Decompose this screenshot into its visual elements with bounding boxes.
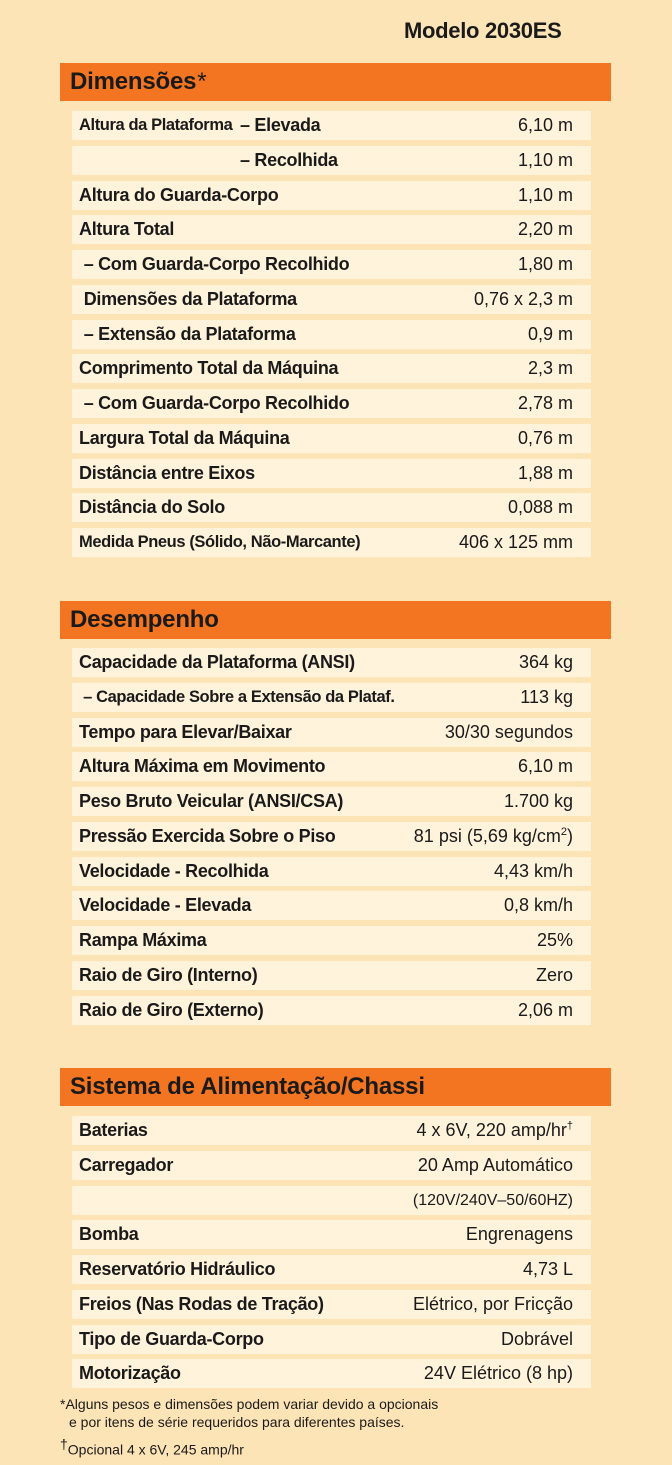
row-value: [537, 926, 573, 955]
value-text: 364 kg: [518, 652, 573, 672]
table-row: [72, 493, 591, 522]
row-label: Tempo para Elevar/Baixar: [79, 721, 292, 742]
value-text: 24V Elétrico (8 hp): [423, 1363, 573, 1384]
row-label: Capacidade da Plataforma (ANSI): [79, 652, 355, 672]
table-row: [72, 389, 591, 418]
value-text: 2,78 m: [517, 393, 573, 413]
row-value: [518, 389, 573, 418]
value-text: 1,88 m: [517, 462, 573, 483]
footnote-text: Alguns pesos e dimensões podem variar devido a opcionais: [65, 1396, 439, 1412]
value-text: (120V/240V–50/60HZ): [412, 1191, 573, 1209]
value-text: 81 psi (5,69 kg/cm: [413, 825, 561, 846]
value-text: 1,80 m: [517, 254, 573, 274]
value-text: 0,8 km/h: [503, 895, 573, 916]
dagger-mark: †: [60, 1436, 68, 1452]
table-row: [72, 1220, 591, 1249]
value-text: 2,06 m: [517, 999, 573, 1020]
sistema-table: [72, 1116, 591, 1394]
value-text: 0,76 x 2,3 m: [473, 288, 573, 309]
section-title: Dimensões: [70, 68, 197, 95]
table-row: [72, 822, 591, 851]
table-row: [72, 1186, 591, 1215]
table-row: [72, 891, 591, 920]
table-row: [72, 250, 591, 279]
row-value: [536, 961, 573, 990]
footnote-asterisk: [60, 1395, 438, 1413]
row-value: [518, 250, 573, 279]
value-text: Elétrico, por Fricção: [412, 1293, 573, 1314]
row-value: [474, 285, 573, 314]
table-row: [72, 285, 591, 314]
row-label: Peso Bruto Veicular (ANSI/CSA): [79, 791, 344, 811]
row-label: Distância do Solo: [79, 497, 225, 518]
table-row: [72, 354, 591, 383]
section-title: Desempenho: [70, 606, 219, 633]
row-label: – Capacidade Sobre a Extensão da Plataf.: [79, 687, 395, 706]
row-value: [528, 354, 573, 383]
row-label: Baterias: [79, 1120, 148, 1140]
row-label: Freios (Nas Rodas de Tração): [79, 1293, 324, 1314]
row-value: [459, 528, 573, 557]
table-row: [72, 648, 591, 677]
row-label: Raio de Giro (Interno): [79, 964, 258, 985]
value-text: 30/30 segundos: [444, 721, 573, 742]
table-row: [72, 111, 591, 140]
footnote-asterisk-cont: e por itens de série requeridos para diferentes países.: [69, 1414, 405, 1430]
row-value: [418, 1151, 573, 1180]
row-label: – Com Guarda-Corpo Recolhido: [79, 254, 350, 274]
value-tail: ): [567, 825, 573, 846]
row-label: Medida Pneus (Sólido, Não-Marcante): [79, 533, 361, 551]
table-row: [72, 181, 591, 210]
row-value: [518, 752, 573, 781]
table-row: [72, 683, 591, 712]
value-text: Engrenagens: [465, 1224, 573, 1245]
value-text: 1,10 m: [517, 184, 573, 205]
row-value: [413, 1290, 573, 1319]
section-header-sistema: [60, 1068, 611, 1106]
table-row: [72, 787, 591, 816]
row-label: Tipo de Guarda-Corpo: [79, 1328, 264, 1349]
row-label: – Extensão da Plataforma: [79, 323, 296, 344]
value-text: 0,088 m: [507, 497, 573, 518]
row-label: Rampa Máxima: [79, 930, 207, 950]
table-row: [72, 459, 591, 488]
footnote-text: Opcional 4 x 6V, 245 amp/hr: [67, 1441, 244, 1458]
row-label: Altura do Guarda-Corpo: [79, 184, 279, 205]
value-text: 2,20 m: [517, 219, 573, 240]
row-label: Altura Máxima em Movimento: [79, 756, 326, 777]
row-label: – Com Guarda-Corpo Recolhido: [79, 393, 350, 413]
footnote-dagger: [60, 1435, 244, 1459]
table-row: [72, 528, 591, 557]
table-row: [72, 1290, 591, 1319]
row-label: Altura Total: [79, 219, 175, 240]
row-sublabel: – Recolhida: [240, 149, 338, 170]
value-superscript: 2: [560, 825, 567, 838]
row-label: Reservatório Hidráulico: [79, 1259, 276, 1279]
row-label: Pressão Exercida Sobre o Piso: [79, 825, 336, 846]
table-row: [72, 752, 591, 781]
table-row: [72, 1325, 591, 1354]
value-superscript: †: [566, 1120, 573, 1132]
table-row: [72, 1116, 591, 1145]
row-label: Raio de Giro (Externo): [79, 999, 264, 1020]
value-text: 0,76 m: [517, 427, 573, 448]
row-value: [416, 1116, 573, 1145]
row-label: Motorização: [79, 1363, 181, 1384]
row-sublabel: – Elevada: [240, 115, 321, 135]
row-value: [445, 718, 573, 747]
value-text: 2,3 m: [527, 358, 573, 379]
value-text: 4,43 km/h: [493, 860, 573, 881]
row-value: [518, 111, 573, 140]
dimensoes-table: [72, 111, 591, 563]
table-row: [72, 961, 591, 990]
value-text: 406 x 125 mm: [458, 532, 573, 552]
row-label: Distância entre Eixos: [79, 462, 255, 483]
row-value: [518, 996, 573, 1025]
row-value: [414, 822, 573, 851]
row-value: [504, 787, 573, 816]
value-text: 1.700 kg: [503, 791, 573, 811]
row-label: Altura da Plataforma: [79, 116, 233, 134]
row-value: [518, 459, 573, 488]
table-row: [72, 1255, 591, 1284]
table-row: [72, 718, 591, 747]
row-value: [520, 683, 573, 712]
row-label: Velocidade - Recolhida: [79, 860, 269, 881]
row-value: [466, 1220, 573, 1249]
row-value: [518, 215, 573, 244]
asterisk-mark: *: [60, 1396, 66, 1412]
row-value: [518, 146, 573, 175]
value-text: 113 kg: [520, 686, 573, 707]
value-text: 4 x 6V, 220 amp/hr: [416, 1120, 567, 1140]
value-text: 1,10 m: [517, 149, 573, 170]
row-value: [424, 1359, 573, 1388]
row-label: Carregador: [79, 1154, 174, 1175]
row-value: [413, 1186, 573, 1215]
table-row: [72, 320, 591, 349]
desempenho-table: [72, 648, 591, 1030]
row-label: Dimensões da Plataforma: [79, 288, 297, 309]
value-text: Dobrável: [500, 1328, 573, 1349]
row-label: Velocidade - Elevada: [79, 895, 252, 916]
value-text: 6,10 m: [517, 756, 573, 777]
value-text: Zero: [535, 964, 573, 985]
table-row: [72, 424, 591, 453]
row-value: [523, 1255, 573, 1284]
table-row: [72, 1359, 591, 1388]
row-value: [504, 891, 573, 920]
row-value: [519, 648, 573, 677]
table-row: [72, 857, 591, 886]
value-text: 20 Amp Automático: [417, 1154, 573, 1175]
row-label: Largura Total da Máquina: [79, 427, 290, 448]
row-label: Comprimento Total da Máquina: [79, 358, 339, 379]
table-row: [72, 996, 591, 1025]
model-title: Modelo 2030ES: [404, 18, 562, 43]
table-row: [72, 215, 591, 244]
section-title: Sistema de Alimentação/Chassi: [70, 1073, 425, 1100]
table-row: [72, 1151, 591, 1180]
value-text: 4,73 L: [522, 1259, 573, 1279]
value-text: 25%: [536, 930, 573, 950]
row-value: [518, 424, 573, 453]
row-value: [494, 857, 573, 886]
section-header-dimensoes: [60, 63, 611, 101]
row-value: [508, 493, 573, 522]
table-row: [72, 926, 591, 955]
row-value: [528, 320, 573, 349]
row-label: Bomba: [79, 1224, 139, 1245]
row-value: [501, 1325, 573, 1354]
table-row: [72, 146, 591, 175]
asterisk-mark: *: [197, 68, 207, 95]
section-header-desempenho: [60, 601, 611, 639]
value-text: 0,9 m: [527, 323, 573, 344]
row-value: [518, 181, 573, 210]
value-text: 6,10 m: [517, 115, 573, 135]
